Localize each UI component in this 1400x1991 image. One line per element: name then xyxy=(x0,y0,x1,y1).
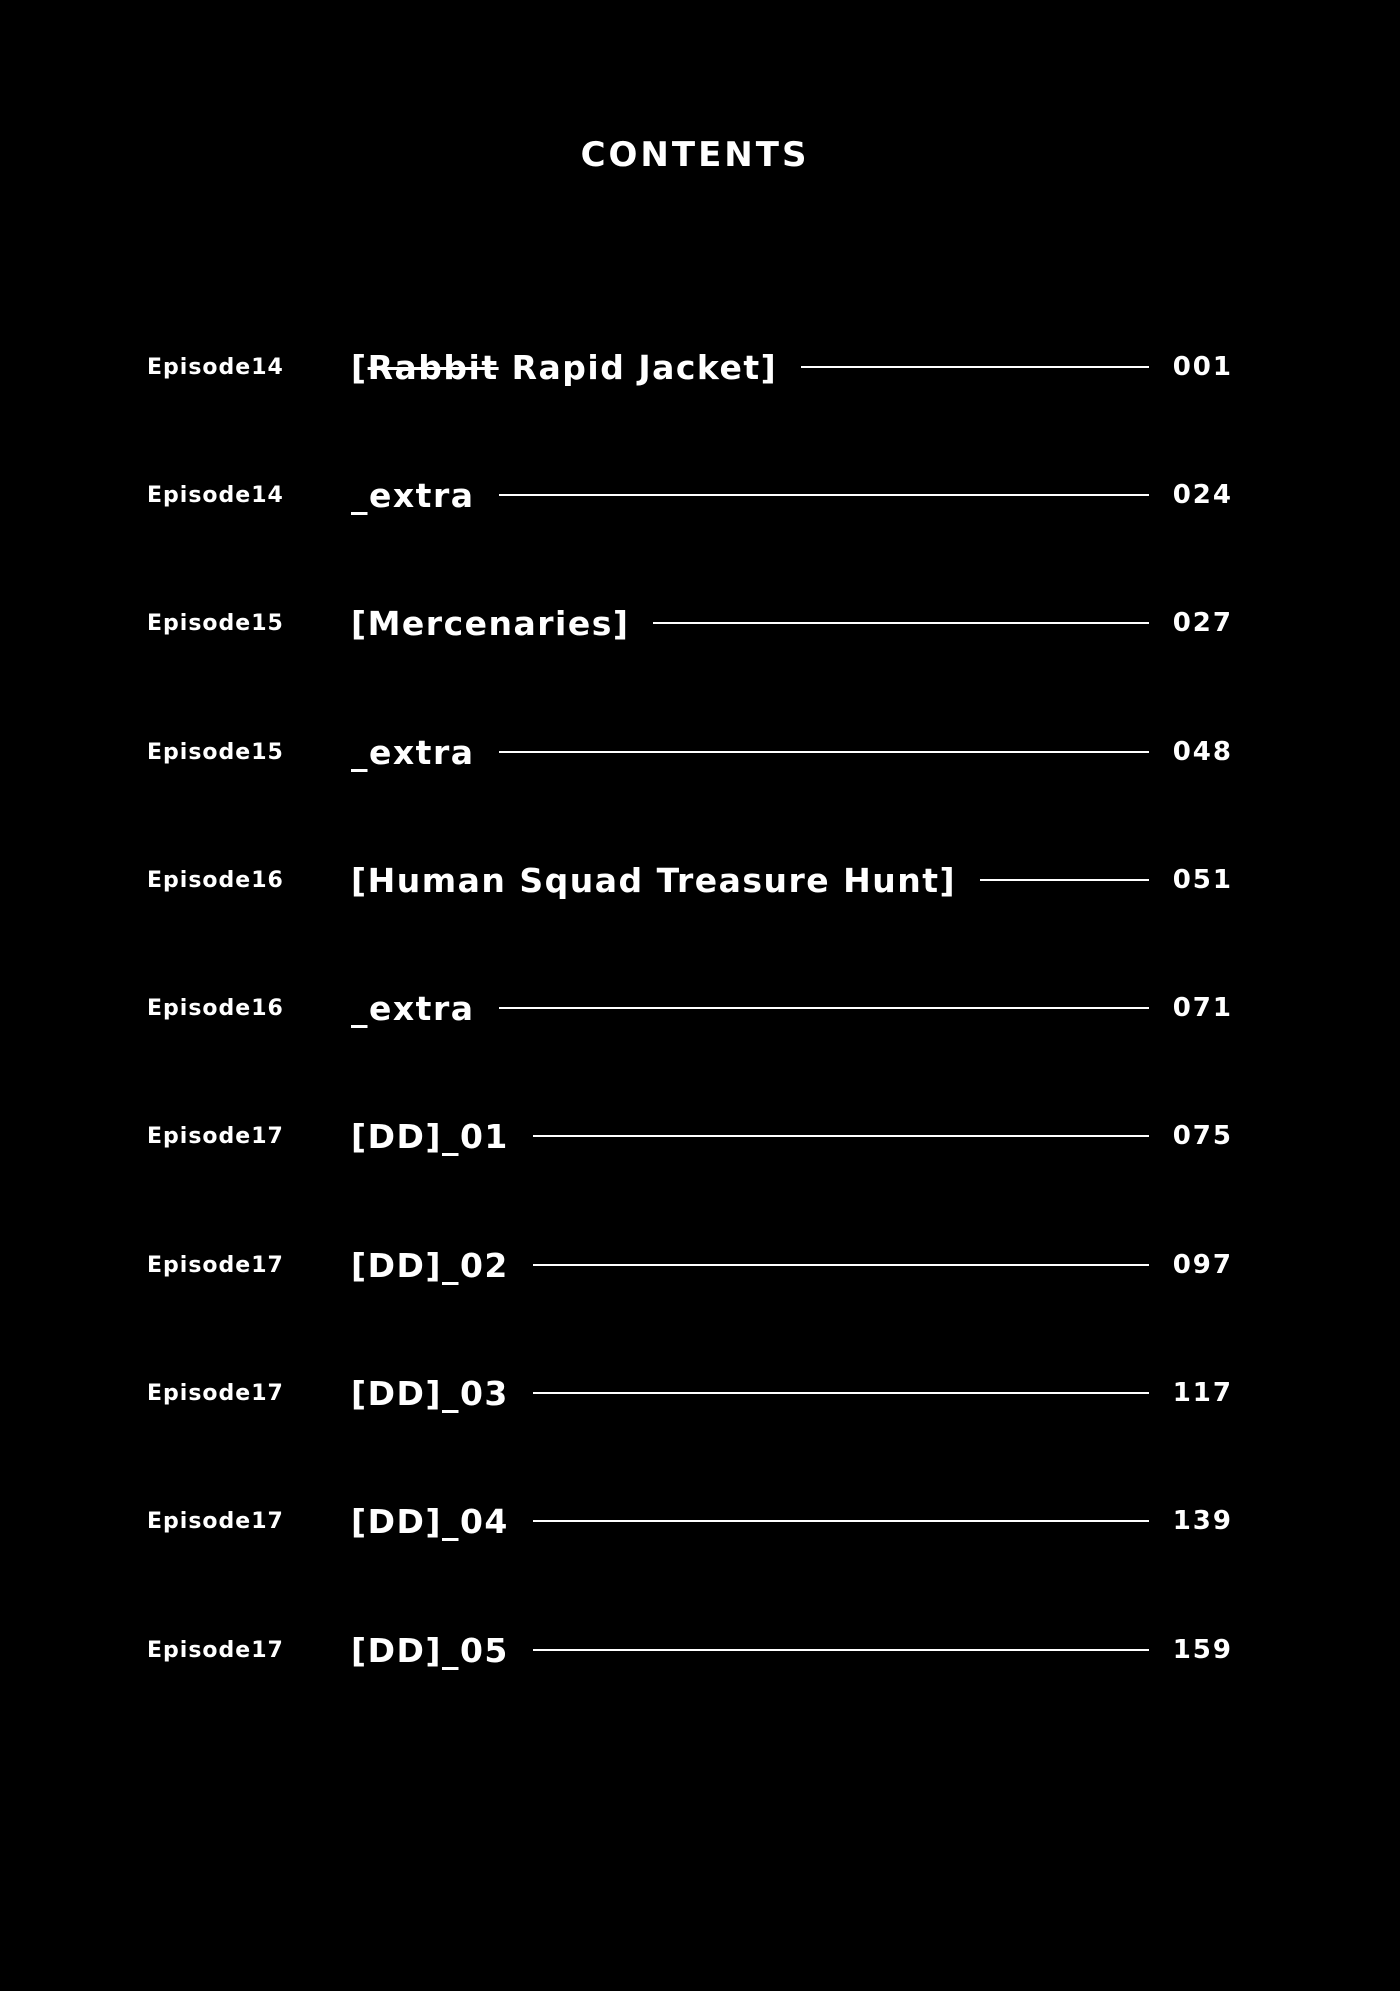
entry-title-struck: Rabbit xyxy=(367,347,499,387)
leader-line xyxy=(533,1520,1149,1522)
entry-title: [DD]_03 xyxy=(351,1373,509,1413)
toc-entry[interactable] xyxy=(147,1370,1233,1416)
page-number: 159 xyxy=(1172,1635,1233,1665)
entry-title: _extra xyxy=(351,732,475,772)
page-number: 075 xyxy=(1172,1121,1233,1151)
episode-label: Episode17 xyxy=(147,1123,284,1149)
toc-entry[interactable] xyxy=(147,344,1233,390)
entry-title: [DD]_04 xyxy=(351,1501,509,1541)
leader-line xyxy=(499,1007,1149,1009)
toc-entry[interactable] xyxy=(147,472,1233,518)
entry-title: [Mercenaries] xyxy=(351,603,630,643)
episode-label: Episode17 xyxy=(147,1637,284,1663)
entry-title: [DD]_02 xyxy=(351,1245,509,1285)
toc-entry[interactable] xyxy=(147,985,1233,1031)
entry-title xyxy=(351,348,801,387)
page-number: 071 xyxy=(1172,993,1233,1023)
leader-line xyxy=(533,1264,1149,1266)
page-title: CONTENTS xyxy=(580,135,810,175)
episode-label: Episode16 xyxy=(147,995,284,1021)
toc-entry[interactable] xyxy=(147,1242,1233,1288)
episode-label: Episode14 xyxy=(147,354,284,380)
episode-label: Episode16 xyxy=(147,867,284,893)
leader-line xyxy=(499,494,1149,496)
page-number: 048 xyxy=(1172,737,1233,767)
page-number: 051 xyxy=(1172,865,1233,895)
episode-label: Episode17 xyxy=(147,1380,284,1406)
entry-title: _extra xyxy=(351,475,475,515)
leader-line xyxy=(801,366,1148,368)
entry-title: _extra xyxy=(351,988,475,1028)
episode-label: Episode15 xyxy=(147,739,284,765)
page-number: 001 xyxy=(1172,352,1233,382)
toc-entry[interactable] xyxy=(147,857,1233,903)
page-number: 027 xyxy=(1172,608,1233,638)
entry-title: [DD]_05 xyxy=(351,1630,509,1670)
toc-entry[interactable] xyxy=(147,1113,1233,1159)
page-number: 117 xyxy=(1172,1378,1233,1408)
leader-line xyxy=(653,622,1148,624)
entry-title: [DD]_01 xyxy=(351,1116,509,1156)
leader-line xyxy=(533,1135,1149,1137)
toc-entry[interactable] xyxy=(147,600,1233,646)
toc-entry[interactable] xyxy=(147,1627,1233,1673)
entry-title: [Human Squad Treasure Hunt] xyxy=(351,860,957,900)
episode-label: Episode17 xyxy=(147,1252,284,1278)
leader-line xyxy=(499,751,1149,753)
toc-entry[interactable] xyxy=(147,1498,1233,1544)
page-number: 024 xyxy=(1172,480,1233,510)
leader-line xyxy=(980,879,1149,881)
episode-label: Episode14 xyxy=(147,482,284,508)
episode-label: Episode15 xyxy=(147,610,284,636)
entry-title-rest: Rapid Jacket] xyxy=(498,347,778,387)
entry-title-prefix: [ xyxy=(351,347,368,387)
toc-entry[interactable] xyxy=(147,729,1233,775)
leader-line xyxy=(533,1392,1149,1394)
page-number: 097 xyxy=(1172,1250,1233,1280)
leader-line xyxy=(533,1649,1149,1651)
episode-label: Episode17 xyxy=(147,1508,284,1534)
page-number: 139 xyxy=(1172,1506,1233,1536)
